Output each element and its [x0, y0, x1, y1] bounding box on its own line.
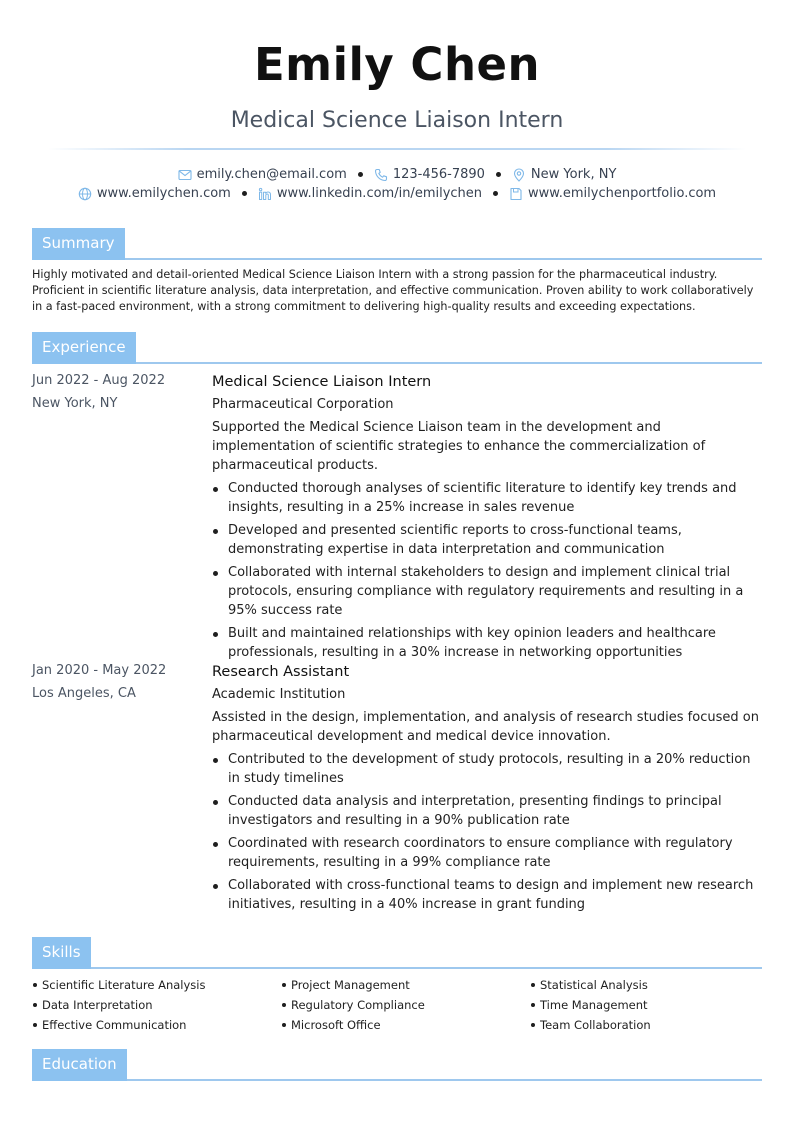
bullet-item [212, 624, 764, 662]
skill-text: Data Interpretation [42, 998, 153, 1012]
contact-website[interactable] [78, 186, 231, 201]
job-dates: Jan 2020 - May 2022 [32, 663, 167, 678]
map-pin-icon [512, 168, 526, 182]
job-description: Assisted in the design, implementation, and analysis of research studies focused on pharmaceutical development and medical device innovation. [212, 710, 759, 744]
bullet-dot [531, 1023, 535, 1027]
skill-text: Project Management [291, 978, 410, 992]
contact-linkedin[interactable] [258, 186, 482, 201]
bullet-item [212, 563, 764, 620]
education-heading: Education [32, 1049, 127, 1081]
skill-item [530, 997, 762, 1013]
skill-item [281, 997, 530, 1013]
separator-dot [242, 191, 247, 196]
summary-text: Highly motivated and detail-oriented Medical Science Liaison Intern with a strong passion for the pharmaceutical industry. Proficient in scientific literature analysis, data interpretation, and effective communication. Proven ability to work collaboratively in a fast-paced environment, with a strong commitment to delivering high-quality results and exceeding expectations. [32, 268, 754, 314]
bullet-dot [282, 983, 286, 987]
bullet-item [212, 479, 764, 517]
bullet-dot [531, 983, 535, 987]
experience-section-header [32, 332, 762, 364]
skills-list [32, 977, 762, 1033]
job-bullets [212, 479, 764, 662]
bullet-dot [213, 800, 218, 805]
skill-item [32, 1017, 281, 1033]
bullet-dot [33, 1003, 37, 1007]
skill-text: Regulatory Compliance [291, 998, 425, 1012]
skill-text: Team Collaboration [540, 1018, 651, 1032]
job-description: Supported the Medical Science Liaison team in the development and implementation of scientific strategies to enhance the commercialization of pharmaceutical products. [212, 420, 706, 473]
bullet-dot [282, 1023, 286, 1027]
job-details [212, 373, 764, 666]
bullet-dot [33, 1023, 37, 1027]
job-company: Pharmaceutical Corporation [212, 397, 394, 412]
bullet-text: Built and maintained relationships with key opinion leaders and healthcare professionals, resulting in a 30% increase in networking opportunities [228, 626, 716, 660]
bullet-text: Contributed to the development of study protocols, resulting in a 20% reduction in study timelines [228, 752, 751, 786]
bullet-item [212, 834, 764, 872]
phone-icon [374, 168, 388, 182]
skill-item [281, 1017, 530, 1033]
summary-section-header [32, 228, 762, 260]
separator-dot [493, 191, 498, 196]
bullet-text: Conducted data analysis and interpretation, presenting findings to principal investigators and resulting in a 90% publication rate [228, 794, 722, 828]
bullet-text: Conducted thorough analyses of scientific literature to identify key trends and insights, resulting in a 25% increase in sales revenue [228, 481, 737, 515]
job-company: Academic Institution [212, 687, 346, 702]
skill-item [32, 997, 281, 1013]
location-text: New York, NY [530, 167, 617, 182]
bullet-dot [213, 487, 218, 492]
skill-item [281, 977, 530, 993]
linkedin-text: www.linkedin.com/in/emilychen [276, 186, 483, 201]
contact-location [512, 167, 616, 182]
bullet-item [212, 750, 764, 788]
skill-item [530, 977, 762, 993]
skill-text: Time Management [540, 998, 648, 1012]
skill-text: Microsoft Office [291, 1018, 381, 1032]
contact-portfolio[interactable] [509, 186, 716, 201]
portfolio-icon [509, 187, 523, 201]
contact-line-2 [0, 186, 794, 201]
bullet-text: Collaborated with internal stakeholders to design and implement clinical trial protocols, ensuring compliance with regulatory requirements and resulting in a 95% success rate [228, 565, 744, 618]
bullet-dot [531, 1003, 535, 1007]
experience-heading: Experience [32, 332, 136, 364]
job-details [212, 663, 764, 918]
candidate-name: Emily Chen [253, 38, 541, 91]
skill-item [530, 1017, 762, 1033]
bullet-dot [213, 884, 218, 889]
bullet-dot [213, 842, 218, 847]
skill-text: Statistical Analysis [540, 978, 648, 992]
job-location: New York, NY [32, 396, 118, 411]
contact-line-1 [0, 167, 794, 182]
globe-icon [78, 187, 92, 201]
skill-text: Scientific Literature Analysis [42, 978, 206, 992]
email-text: emily.chen@email.com [196, 167, 347, 182]
skill-item [32, 977, 281, 993]
bullet-dot [213, 529, 218, 534]
bullet-dot [33, 983, 37, 987]
skill-text: Effective Communication [42, 1018, 187, 1032]
linkedin-icon [258, 187, 272, 201]
website-text: www.emilychen.com [96, 186, 231, 201]
skills-section-header [32, 937, 762, 969]
bullet-item [212, 521, 764, 559]
bullet-item [212, 792, 764, 830]
job-title: Medical Science Liaison Intern [212, 374, 432, 390]
portfolio-text: www.emilychenportfolio.com [528, 186, 717, 201]
phone-text: 123-456-7890 [392, 167, 485, 182]
header-divider [48, 148, 746, 150]
job-dates: Jun 2022 - Aug 2022 [32, 373, 166, 388]
bullet-item [212, 876, 764, 914]
summary-heading: Summary [32, 228, 125, 260]
separator-dot [358, 172, 363, 177]
bullet-text: Developed and presented scientific reports to cross-functional teams, demonstrating expertise in data interpretation and communication [228, 523, 682, 557]
bullet-dot [213, 571, 218, 576]
contact-phone[interactable] [374, 167, 485, 182]
bullet-dot [213, 632, 218, 637]
bullet-dot [282, 1003, 286, 1007]
candidate-role: Medical Science Liaison Intern [230, 108, 564, 133]
separator-dot [496, 172, 501, 177]
envelope-icon [178, 168, 192, 182]
job-bullets [212, 750, 764, 914]
skills-heading: Skills [32, 937, 91, 969]
education-section-header [32, 1049, 762, 1081]
bullet-dot [213, 758, 218, 763]
job-title: Research Assistant [212, 664, 350, 680]
job-location: Los Angeles, CA [32, 686, 136, 701]
bullet-text: Collaborated with cross-functional teams to design and implement new research initiatives, resulting in a 40% increase in grant funding [228, 878, 754, 912]
contact-email[interactable] [178, 167, 347, 182]
bullet-text: Coordinated with research coordinators to ensure compliance with regulatory requirements, resulting in a 99% compliance rate [228, 836, 733, 870]
